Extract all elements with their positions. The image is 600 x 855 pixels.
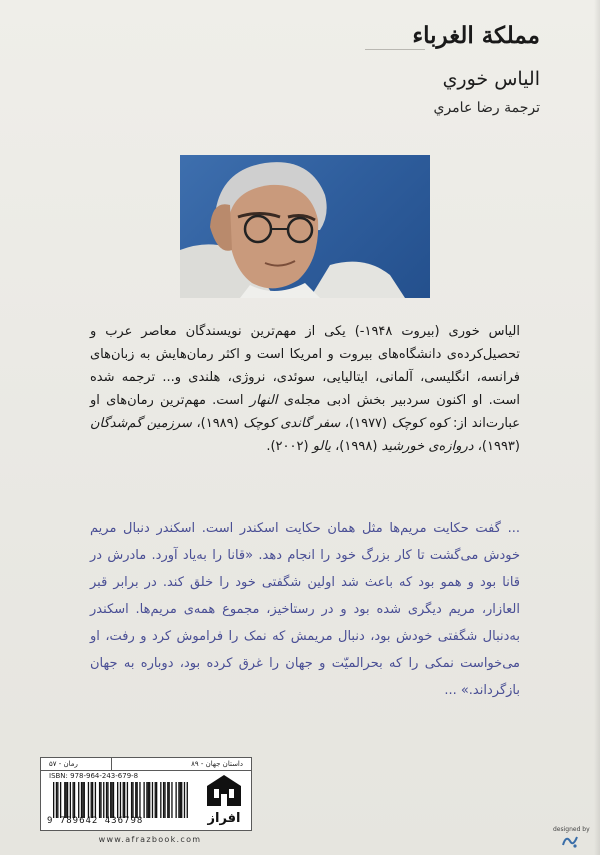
designer-credit: designed by bbox=[553, 826, 590, 833]
bio-book-1: کوه کوچک bbox=[391, 416, 449, 431]
barcode-bar bbox=[146, 782, 147, 818]
series-label: داستان جهان - ۸۹ bbox=[191, 760, 243, 768]
barcode-bar bbox=[74, 782, 75, 818]
bio-text-3: (۱۹۷۷)، bbox=[344, 416, 388, 431]
barcode-bar bbox=[78, 782, 79, 818]
barcode-bar bbox=[155, 782, 156, 818]
barcode-bar bbox=[164, 782, 165, 818]
bio-text-6: (۱۹۹۸)، bbox=[335, 439, 378, 454]
barcode-bar bbox=[184, 782, 185, 818]
barcode-bar bbox=[137, 782, 138, 818]
barcode-bar bbox=[106, 782, 107, 818]
barcode-bar bbox=[84, 782, 85, 818]
barcode-bar bbox=[171, 782, 172, 818]
barcode-bar bbox=[60, 782, 61, 818]
barcode-bar bbox=[81, 782, 82, 818]
book-title: مملكة الغرباء bbox=[412, 22, 540, 49]
barcode-number: 9 789642 436798 bbox=[47, 816, 144, 826]
barcode-bar bbox=[123, 782, 124, 818]
barcode-bar bbox=[57, 782, 58, 818]
barcode-bar bbox=[111, 782, 112, 818]
publisher-website: www.afrazbook.com bbox=[98, 835, 202, 844]
author-photo bbox=[180, 155, 430, 298]
barcode-bar bbox=[72, 782, 73, 818]
barcode-bar bbox=[110, 782, 111, 818]
barcode-bar bbox=[160, 782, 161, 818]
barcode-bar bbox=[149, 782, 150, 818]
isbn-text: ISBN: 978-964-243-679-8 bbox=[49, 772, 139, 780]
publisher-logo bbox=[201, 772, 247, 828]
bio-magazine-name: النهار bbox=[249, 393, 278, 408]
barcode-panel bbox=[40, 757, 252, 831]
author-name: الياس خوري bbox=[442, 68, 540, 90]
designer-logo-icon bbox=[560, 833, 580, 849]
barcode-bar bbox=[139, 782, 140, 818]
bio-book-3: سرزمین گم‌شدگان bbox=[90, 416, 192, 431]
barcode-bar bbox=[148, 782, 149, 818]
barcode-bar bbox=[169, 782, 170, 818]
barcode-bar bbox=[175, 782, 176, 818]
author-portrait-illustration bbox=[180, 155, 430, 298]
barcode-bar bbox=[103, 782, 104, 818]
series-divider bbox=[111, 758, 112, 770]
barcode-bar bbox=[99, 782, 100, 818]
bio-book-5: یالو bbox=[312, 439, 331, 454]
category-label: رمان - ۵۷ bbox=[49, 760, 78, 768]
barcode-bar bbox=[100, 782, 101, 818]
barcode-bar bbox=[131, 782, 132, 818]
bio-text-4: (۱۹۸۹)، bbox=[196, 416, 239, 431]
barcode-bar bbox=[127, 782, 128, 818]
barcode-bars bbox=[53, 782, 188, 818]
barcode-bar bbox=[53, 782, 54, 818]
barcode-bar bbox=[95, 782, 96, 818]
barcode-bar bbox=[152, 782, 153, 818]
barcode-bar bbox=[156, 782, 157, 818]
barcode-bar bbox=[167, 782, 168, 818]
barcode-bar bbox=[107, 782, 108, 818]
bio-text-5: (۱۹۹۳)، bbox=[477, 439, 520, 454]
barcode-bar bbox=[135, 782, 136, 818]
barcode-bar bbox=[163, 782, 164, 818]
barcode-bar bbox=[117, 782, 118, 818]
barcode-bar bbox=[70, 782, 71, 818]
author-biography bbox=[90, 320, 520, 458]
bio-text-2: است. مهم‌ترین رمان‌های او عبارت‌اند از: bbox=[90, 393, 520, 431]
barcode-bar bbox=[124, 782, 125, 818]
barcode-bar bbox=[132, 782, 133, 818]
publisher-logo-text: افراز bbox=[207, 811, 241, 826]
barcode-bar bbox=[56, 782, 57, 818]
barcode-bar bbox=[120, 782, 121, 818]
barcode-bar bbox=[82, 782, 83, 818]
translator-credit: ترجمة رضا عامري bbox=[433, 100, 540, 116]
barcode-bar bbox=[66, 782, 67, 818]
barcode-bar bbox=[143, 782, 144, 818]
barcode-bar bbox=[64, 782, 65, 818]
bio-text-1: الياس خوری (بیروت ۱۹۴۸-) یکی از مهم‌ترین نویسندگان معاصر عرب و تحصیل‌کرده‌ی دانشگاه‌های بیروت و امریکا است و اکثر رمان‌هایش به زبان‌های فرانسه، انگلیسی، آلمانی، ایتالیایی، سوئدی، نروژی، هلندی و... ترجمه شده است. او اکنون سردبیر بخش ادبی مجله‌ی bbox=[90, 324, 520, 408]
bio-book-4: دروازه‌ی خورشید bbox=[381, 439, 474, 454]
barcode-bar bbox=[187, 782, 188, 818]
bio-book-2: سفر گاندی کوچک bbox=[243, 416, 341, 431]
barcode-bar bbox=[178, 782, 179, 818]
barcode-bar bbox=[91, 782, 92, 818]
barcode-bar bbox=[181, 782, 182, 818]
barcode-bar bbox=[180, 782, 181, 818]
barcode-bar bbox=[92, 782, 93, 818]
title-divider bbox=[365, 49, 425, 50]
novel-excerpt: ... گفت حکایت مریم‌ها مثل همان حکایت اسکندر است. اسکندر دنبال مریم خودش می‌گشت تا کار بزرگ خود را انجام دهد. «قانا را به‌یاد آورد. مادرش در قانا بود و همو بود که باعث شد اولین شگفتی خود را خلق کند. در برابر قبر العازار، مریم دیگری شده بود و در رستاخیز، مجموع همه‌ی مریم‌ها. اسکندر به‌دنبال شگفتی خودش بود، دنبال مریمش که نمک را فراموش کرد و رفت، او می‌خواست نمکی را که بحرالمیّت و جهان را غرق کرده بود، دوباره به جهان بازگرداند.» ... bbox=[90, 521, 520, 698]
series-info-row bbox=[41, 758, 251, 771]
barcode-bar bbox=[67, 782, 68, 818]
barcode-bar bbox=[113, 782, 114, 818]
barcode-bar bbox=[88, 782, 89, 818]
bio-text-7: (۲۰۰۲). bbox=[266, 439, 309, 454]
